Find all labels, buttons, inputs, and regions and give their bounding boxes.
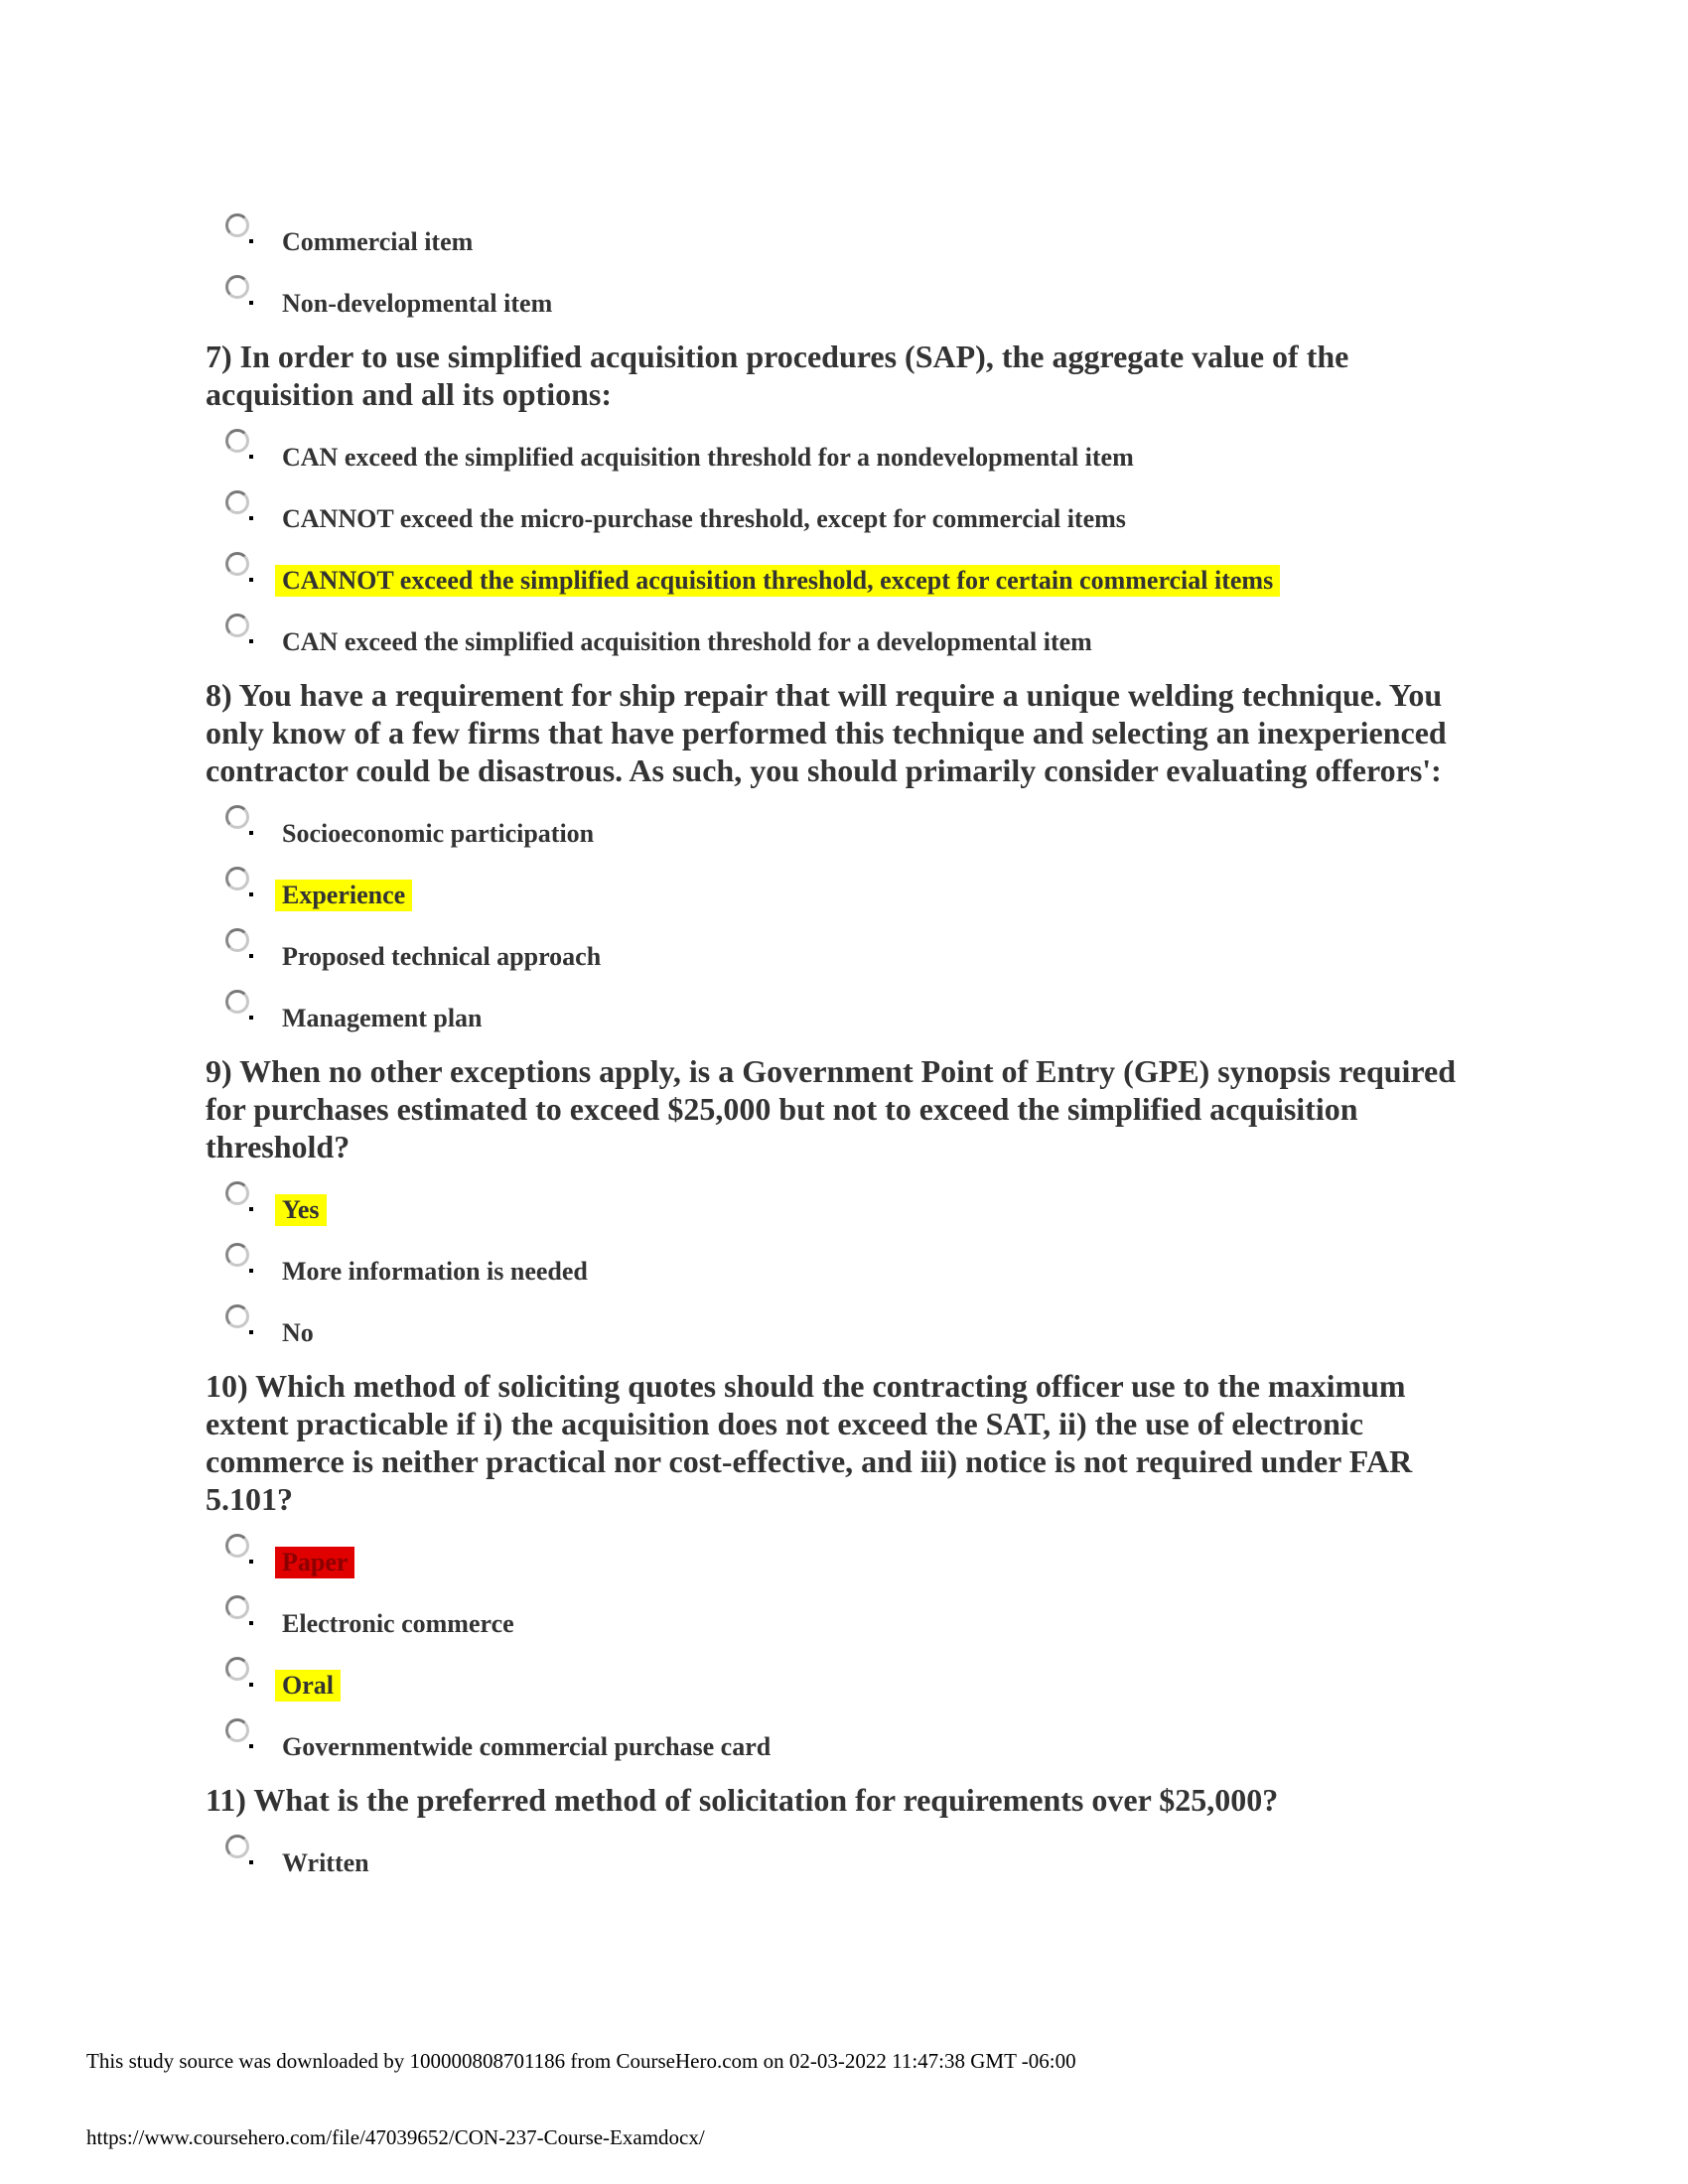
highlighted-answer-label: Experience bbox=[275, 880, 412, 911]
answer-option[interactable] bbox=[206, 1593, 1477, 1655]
answer-option[interactable] bbox=[206, 612, 1477, 673]
answer-option[interactable] bbox=[206, 1532, 1477, 1593]
answer-option[interactable] bbox=[206, 211, 1477, 273]
answer-label: Management plan bbox=[282, 1004, 483, 1032]
download-note: This study source was downloaded by 100000808701186 from CourseHero.com on 02-03-2022 11:47:38 GMT -06:00 bbox=[86, 2049, 1076, 2073]
question-text: 9) When no other exceptions apply, is a Government Point of Entry (GPE) synopsis required for purchases estimated to exceed $25,000 but not to exceed the simplified acquisition threshold? bbox=[206, 1053, 1457, 1164]
radio-button-icon[interactable] bbox=[225, 552, 249, 576]
radio-button-icon[interactable] bbox=[225, 1304, 249, 1328]
radio-button-icon[interactable] bbox=[225, 1534, 249, 1558]
answer-option[interactable] bbox=[206, 1655, 1477, 1716]
answer-label: Commercial item bbox=[282, 227, 474, 256]
radio-button-icon[interactable] bbox=[225, 275, 249, 299]
radio-button-icon[interactable] bbox=[225, 867, 249, 890]
question-text: 11) What is the preferred method of solicitation for requirements over $25,000? bbox=[206, 1782, 1279, 1818]
answer-option[interactable] bbox=[206, 865, 1477, 926]
answer-option[interactable] bbox=[206, 273, 1477, 335]
exam-content bbox=[206, 211, 1477, 1894]
answer-label: Non-developmental item bbox=[282, 289, 553, 318]
radio-button-icon[interactable] bbox=[225, 1657, 249, 1681]
answer-label: Proposed technical approach bbox=[282, 942, 602, 971]
answer-option[interactable] bbox=[206, 550, 1477, 612]
answer-label: More information is needed bbox=[282, 1257, 588, 1286]
radio-button-icon[interactable] bbox=[225, 990, 249, 1014]
answer-option[interactable] bbox=[206, 427, 1477, 488]
answer-option[interactable] bbox=[206, 1179, 1477, 1241]
radio-button-icon[interactable] bbox=[225, 490, 249, 514]
answer-option[interactable] bbox=[206, 1241, 1477, 1302]
radio-button-icon[interactable] bbox=[225, 1595, 249, 1619]
answer-option[interactable] bbox=[206, 1716, 1477, 1778]
radio-button-icon[interactable] bbox=[225, 1718, 249, 1742]
radio-button-icon[interactable] bbox=[225, 1835, 249, 1858]
answer-label: Electronic commerce bbox=[282, 1609, 514, 1638]
highlighted-answer-label: CANNOT exceed the simplified acquisition threshold, except for certain commercial items bbox=[275, 565, 1280, 597]
incorrect-answer-label: Paper bbox=[275, 1547, 354, 1578]
answer-label: Written bbox=[282, 1848, 369, 1877]
radio-button-icon[interactable] bbox=[225, 614, 249, 637]
answer-option[interactable] bbox=[206, 926, 1477, 988]
radio-button-icon[interactable] bbox=[225, 213, 249, 237]
radio-button-icon[interactable] bbox=[225, 1181, 249, 1205]
answer-label: CAN exceed the simplified acquisition threshold for a developmental item bbox=[282, 627, 1092, 656]
question-text: 8) You have a requirement for ship repair that will require a unique welding technique. You only know of a few firms that have performed this technique and selecting an inexperienced contractor could be disastrous. As such, you should primarily consider evaluating offerors': bbox=[206, 677, 1447, 788]
answer-label: No bbox=[282, 1318, 314, 1347]
answer-label: Governmentwide commercial purchase card bbox=[282, 1732, 772, 1761]
question-text: 10) Which method of soliciting quotes should the contracting officer use to the maximum extent practicable if i) the acquisition does not exceed the SAT, ii) the use of electronic commerce is neither practical nor cost-effective, and iii) notice is not required under FAR 5.101? bbox=[206, 1368, 1413, 1517]
answer-option[interactable] bbox=[206, 1833, 1477, 1894]
radio-button-icon[interactable] bbox=[225, 429, 249, 453]
radio-button-icon[interactable] bbox=[225, 805, 249, 829]
radio-button-icon[interactable] bbox=[225, 1243, 249, 1267]
source-url: https://www.coursehero.com/file/47039652/CON-237-Course-Examdocx/ bbox=[86, 2125, 705, 2149]
answer-option[interactable] bbox=[206, 803, 1477, 865]
highlighted-answer-label: Yes bbox=[275, 1194, 327, 1226]
answer-option[interactable] bbox=[206, 1302, 1477, 1364]
answer-label: Socioeconomic participation bbox=[282, 819, 595, 848]
answer-option[interactable] bbox=[206, 988, 1477, 1049]
highlighted-answer-label: Oral bbox=[275, 1670, 341, 1702]
answer-option[interactable] bbox=[206, 488, 1477, 550]
answer-label: CAN exceed the simplified acquisition threshold for a nondevelopmental item bbox=[282, 443, 1134, 472]
question-text: 7) In order to use simplified acquisition procedures (SAP), the aggregate value of the acquisition and all its options: bbox=[206, 339, 1349, 412]
radio-button-icon[interactable] bbox=[225, 928, 249, 952]
answer-label: CANNOT exceed the micro-purchase threshold, except for commercial items bbox=[282, 504, 1126, 533]
